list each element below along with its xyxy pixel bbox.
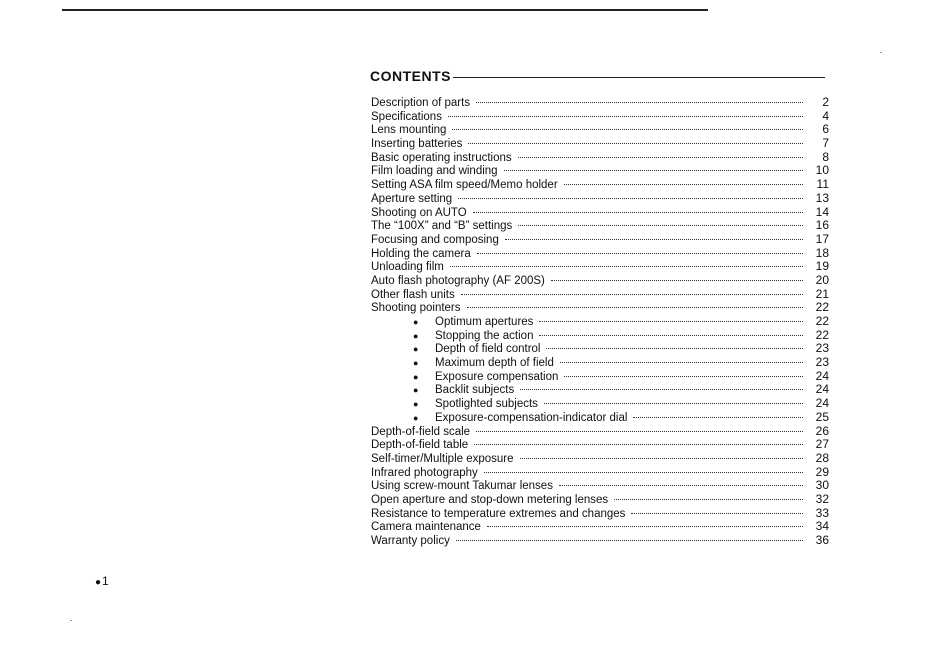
toc-subentry (371, 329, 829, 343)
toc-entry-page: 30 (815, 478, 829, 493)
toc-entry (371, 137, 829, 151)
toc-entry-label: Backlit subjects (435, 384, 515, 397)
toc-entry-page: 6 (822, 122, 829, 137)
toc-entry-page: 32 (815, 491, 829, 506)
dot-leader (546, 348, 803, 349)
bullet-icon: ● (413, 371, 419, 382)
dot-leader (487, 526, 803, 527)
toc-entry (371, 164, 829, 178)
toc-entry-label: Camera maintenance (371, 521, 481, 534)
toc-subentry (371, 342, 829, 356)
toc-entry-page: 24 (815, 368, 829, 383)
bullet-icon: ● (413, 344, 419, 355)
dot-leader (484, 472, 803, 473)
toc-entry-page: 14 (815, 204, 829, 219)
toc-entry-label: Depth of field control (435, 343, 541, 356)
dot-leader (467, 307, 803, 308)
toc-entry-label: Other flash units (371, 288, 455, 301)
toc-entry-label: Aperture setting (371, 192, 453, 205)
toc-entry-page: 25 (815, 409, 829, 424)
toc-entry (371, 466, 829, 480)
toc-subentry (371, 315, 829, 329)
bullet-icon: ● (413, 330, 419, 341)
toc-entry-label: Depth-of-field scale (371, 425, 471, 438)
toc-entry-label: Auto flash photography (AF 200S) (371, 274, 545, 287)
dot-leader (560, 362, 803, 363)
toc-entry-label: Resistance to temperature extremes and changes (371, 507, 626, 520)
toc-entry (371, 425, 829, 439)
toc-entry-page: 28 (815, 450, 829, 465)
table-of-contents (371, 96, 829, 548)
dot-leader (477, 253, 803, 254)
toc-entry (371, 219, 829, 233)
dot-leader (539, 321, 803, 322)
dot-leader (504, 170, 803, 171)
toc-entry-label: Inserting batteries (371, 138, 463, 151)
dot-leader (518, 225, 803, 226)
toc-subentry (371, 397, 829, 411)
bullet-icon: ● (413, 399, 419, 410)
toc-entry-page: 29 (815, 464, 829, 479)
toc-entry-label: Focusing and composing (371, 233, 499, 246)
dot-leader (631, 513, 803, 514)
dot-leader (448, 116, 803, 117)
toc-entry-page: 18 (815, 245, 829, 260)
dot-leader (476, 102, 803, 103)
scan-speck (70, 620, 72, 621)
toc-entry-page: 36 (815, 533, 829, 547)
toc-entry-page: 10 (815, 163, 829, 178)
toc-entry-label: Using screw-mount Takumar lenses (371, 480, 553, 493)
dot-leader (539, 335, 803, 336)
toc-entry-label: Self-timer/Multiple exposure (371, 452, 514, 465)
toc-entry (371, 274, 829, 288)
toc-entry-page: 22 (815, 300, 829, 315)
contents-header (370, 68, 825, 84)
toc-entry-page: 21 (815, 286, 829, 301)
toc-subentry (371, 383, 829, 397)
toc-entry-page: 8 (822, 149, 829, 164)
toc-entry-label: Film loading and winding (371, 165, 498, 178)
toc-entry-page: 7 (822, 136, 829, 151)
toc-entry (371, 493, 829, 507)
toc-entry-page: 34 (815, 519, 829, 534)
toc-entry-page: 19 (815, 259, 829, 274)
title-rule (453, 77, 825, 78)
toc-entry (371, 206, 829, 220)
toc-entry-page: 22 (815, 327, 829, 342)
toc-entry (371, 288, 829, 302)
dot-leader (450, 266, 803, 267)
toc-entry-page: 24 (815, 396, 829, 411)
toc-entry (371, 96, 829, 110)
toc-entry-page: 23 (815, 341, 829, 356)
toc-subentry (371, 411, 829, 425)
toc-entry-label: Unloading film (371, 261, 444, 274)
toc-entry-label: Stopping the action (435, 329, 534, 342)
toc-entry (371, 520, 829, 534)
toc-entry (371, 438, 829, 452)
dot-leader (564, 376, 803, 377)
toc-entry-label: Shooting on AUTO (371, 206, 467, 219)
bullet-icon: ● (413, 317, 419, 327)
dot-leader (458, 198, 803, 199)
dot-leader (633, 417, 803, 418)
toc-entry-label: Depth-of-field table (371, 439, 469, 452)
bullet-icon: ● (413, 385, 419, 396)
toc-entry-page: 11 (816, 177, 829, 192)
toc-entry-page: 33 (815, 505, 829, 520)
dot-leader (614, 499, 803, 500)
toc-entry (371, 110, 829, 124)
dot-leader (520, 458, 803, 459)
toc-entry-label: Exposure compensation (435, 370, 559, 383)
dot-leader (544, 403, 803, 404)
toc-entry (371, 534, 829, 548)
toc-entry-label: Optimum apertures (435, 316, 534, 328)
toc-entry (371, 507, 829, 521)
dot-leader (461, 294, 803, 295)
toc-entry-label: Exposure-compensation-indicator dial (435, 411, 628, 424)
toc-subentry (371, 356, 829, 370)
dot-leader (468, 143, 803, 144)
toc-entry-page: 24 (815, 382, 829, 397)
top-rule (62, 9, 708, 11)
dot-leader (520, 389, 803, 390)
toc-subentry (371, 370, 829, 384)
toc-entry-label: Infrared photography (371, 466, 478, 479)
toc-entry (371, 178, 829, 192)
toc-entry-label: Specifications (371, 110, 442, 123)
toc-entry-page: 22 (815, 314, 829, 328)
dot-leader (551, 280, 803, 281)
toc-entry-page: 27 (815, 437, 829, 452)
page-title: CONTENTS (370, 68, 451, 84)
toc-entry (371, 247, 829, 261)
page-number-text: 1 (102, 574, 109, 588)
toc-entry-page: 13 (815, 190, 829, 205)
dot-leader (476, 431, 803, 432)
toc-entry-label: Open aperture and stop-down metering lenses (371, 493, 609, 506)
toc-entry-label: Lens mounting (371, 124, 447, 137)
page-number (95, 574, 109, 588)
toc-entry-page: 2 (822, 95, 829, 109)
dot-leader (474, 444, 803, 445)
toc-entry (371, 452, 829, 466)
dot-leader (452, 129, 803, 130)
dot-leader (473, 212, 803, 213)
toc-entry-page: 17 (815, 231, 829, 246)
toc-entry (371, 301, 829, 315)
dot-leader (559, 485, 803, 486)
toc-entry (371, 123, 829, 137)
toc-entry-page: 23 (815, 355, 829, 370)
toc-entry-page: 26 (815, 423, 829, 438)
toc-entry-label: Shooting pointers (371, 302, 461, 315)
toc-entry-page: 20 (815, 272, 829, 287)
dot-leader (518, 157, 803, 158)
toc-entry-label: Spotlighted subjects (435, 398, 538, 411)
toc-entry-page: 4 (822, 108, 829, 123)
toc-entry (371, 151, 829, 165)
toc-entry-label: The “100X” and “B” settings (371, 220, 513, 233)
bullet-icon: ● (413, 358, 419, 369)
toc-entry (371, 479, 829, 493)
scan-speck (880, 52, 882, 53)
toc-entry (371, 233, 829, 247)
toc-entry (371, 260, 829, 274)
dot-leader (505, 239, 803, 240)
bullet-icon: ● (413, 412, 419, 423)
toc-entry-label: Holding the camera (371, 247, 471, 260)
toc-entry-page: 16 (815, 218, 829, 233)
toc-entry-label: Basic operating instructions (371, 151, 512, 164)
toc-entry (371, 192, 829, 206)
dot-leader (564, 184, 803, 185)
dot-leader (456, 540, 803, 541)
toc-entry-label: Warranty policy (371, 535, 450, 547)
toc-entry-label: Description of parts (371, 97, 471, 109)
page-bullet-icon: ● (95, 577, 102, 588)
toc-entry-label: Setting ASA film speed/Memo holder (371, 179, 558, 192)
toc-entry-label: Maximum depth of field (435, 357, 554, 370)
